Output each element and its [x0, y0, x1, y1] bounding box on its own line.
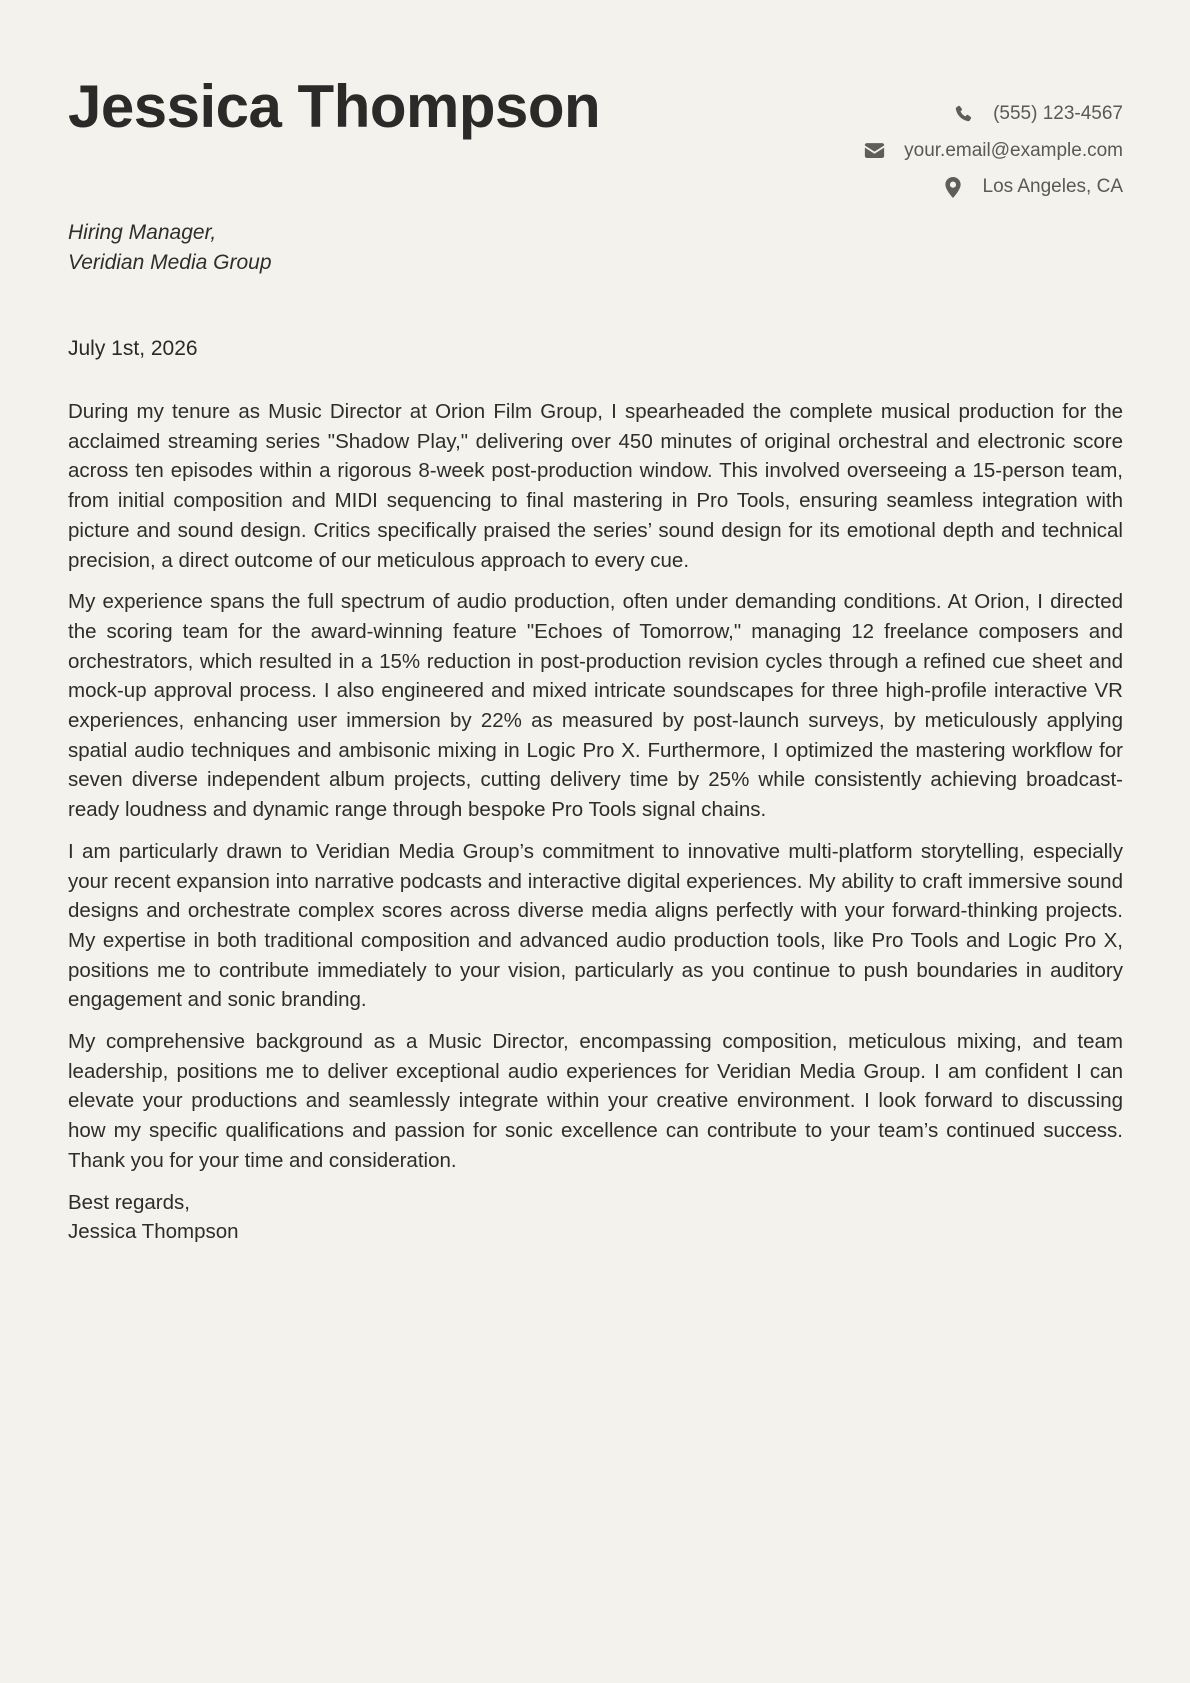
letter-header [68, 0, 1123, 210]
applicant-name: Jessica Thompson [68, 73, 601, 140]
letter-closing [68, 1188, 1123, 1247]
contact-phone-row [863, 96, 1123, 133]
contact-email: your.email@example.com [904, 139, 1123, 161]
recipient-company: Veridian Media Group [68, 251, 272, 274]
recipient-block [68, 218, 272, 278]
contact-info [863, 96, 1123, 206]
body-paragraph: My comprehensive background as a Music Director, encompassing composition, meticulous mixing, and team leadership, positions me to deliver exceptional audio experiences for Veridian Media Group. I am confident I can elevate your productions and seamlessly integrate within your creative environment. I look forward to discussing how my specific qualifications and passion for sonic excellence can contribute to your team’s continued success. Thank you for your time and consideration. [68, 1030, 1123, 1172]
envelope-icon [863, 140, 885, 162]
letter-body [68, 397, 1123, 1247]
recipient-title: Hiring Manager, [68, 221, 217, 244]
contact-location: Los Angeles, CA [982, 176, 1123, 198]
contact-phone: (555) 123-4567 [993, 103, 1123, 125]
map-pin-icon [942, 176, 964, 198]
closing-salutation: Best regards, [68, 1190, 190, 1214]
contact-email-row [863, 133, 1123, 170]
letter-date: July 1st, 2026 [68, 337, 198, 360]
cover-letter-page [68, 0, 1123, 1244]
body-paragraph: I am particularly drawn to Veridian Media Group’s commitment to innovative multi-platform storytelling, especially your recent expansion into narrative podcasts and interactive digital experiences. My ability to craft immersive sound designs and orchestrate complex scores across diverse media aligns perfectly with your forward-thinking projects. My expertise in both traditional composition and advanced audio production tools, like Pro Tools and Logic Pro X, positions me to contribute immediately to your vision, particularly as you continue to push boundaries in auditory engagement and sonic branding. [68, 839, 1123, 1012]
phone-icon [952, 103, 974, 125]
signature-name: Jessica Thompson [68, 1220, 239, 1244]
contact-location-row [863, 169, 1123, 206]
body-paragraph: My experience spans the full spectrum of audio production, often under demanding conditions. At Orion, I directed the scoring team for the award-winning feature "Echoes of Tomorrow," managing 12 freelance composers and orchestrators, which resulted in a 15% reduction in post-production revision cycles through a refined cue sheet and mock-up approval process. I also engineered and mixed intricate soundscapes for three high-profile interactive VR experiences, enhancing user immersion by 22% as measured by post-launch surveys, by meticulously applying spatial audio techniques and ambisonic mixing in Logic Pro X. Furthermore, I optimized the mastering workflow for seven diverse independent album projects, cutting delivery time by 25% while consistently achieving broadcast-ready loudness and dynamic range through bespoke Pro Tools signal chains. [68, 590, 1123, 822]
body-paragraph: During my tenure as Music Director at Orion Film Group, I spearheaded the complete musical production for the acclaimed streaming series "Shadow Play," delivering over 450 minutes of original orchestral and electronic score across ten episodes within a rigorous 8-week post-production window. This involved overseeing a 15-person team, from initial composition and MIDI sequencing to final mastering in Pro Tools, ensuring seamless integration with picture and sound design. Critics specifically praised the series’ sound design for its emotional depth and technical precision, a direct outcome of our meticulous approach to every cue. [68, 400, 1123, 572]
